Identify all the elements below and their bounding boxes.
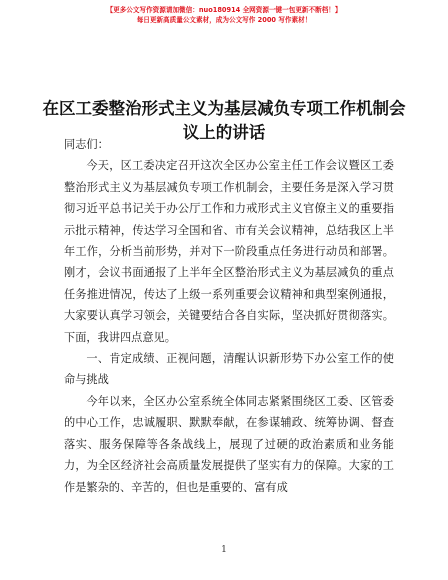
body-paragraph-2: 今年以来，全区办公室系统全体同志紧紧围绕区工委、区管委的中心工作，忠诚履职、默默奉献，在参谋辅政、统筹协调、督查落实、服务保障等各条战线上，展现了过硬的政治素质和业务能力，为全区经济社会高质量发展提供了坚实有力的保障。大家的工作是繁杂的、辛苦的，但也是重要的、富有成 [64, 394, 394, 494]
promo-banner-line-1: 【更多公文写作资源请加微信：nuo180914 全网资源一键一包更新不断档！】 [106, 6, 342, 14]
document-body [64, 134, 394, 498]
promo-banner-line-2: 每日更新高质量公文素材，成为公文写作 2000 写作素材！ [136, 16, 312, 24]
body-paragraph-1: 今天，区工委决定召开这次全区办公室主任工作会议暨区工委整治形式主义为基层减负专项工作机制会，主要任务是深入学习贯彻习近平总书记关于办公厅工作和力戒形式主义官僚主义的重要指示批示精神，传达学习全国和省、市有关会议精神，总结我区上半年工作，分析当前形势，并对下一阶段重点任务进行动员和部署。刚才，会议书面通报了上半年全区整治形式主义为基层减负的重点任务推进情况，传达了上级一系列重要会议精神和典型案例通报，大家要认真学习领会，关键要结合各自实际，坚决抓好贯彻落实。下面，我讲四点意见。 [64, 159, 394, 344]
section-heading-1: 一、肯定成绩、正视问题，清醒认识新形势下办公室工作的使命与挑战 [64, 352, 394, 387]
promo-banner [0, 5, 448, 25]
page-number: 1 [221, 545, 227, 555]
salutation: 同志们： [64, 138, 109, 151]
document-title: 在区工委整治形式主义为基层减负专项工作机制会议上的讲话 [42, 99, 406, 143]
